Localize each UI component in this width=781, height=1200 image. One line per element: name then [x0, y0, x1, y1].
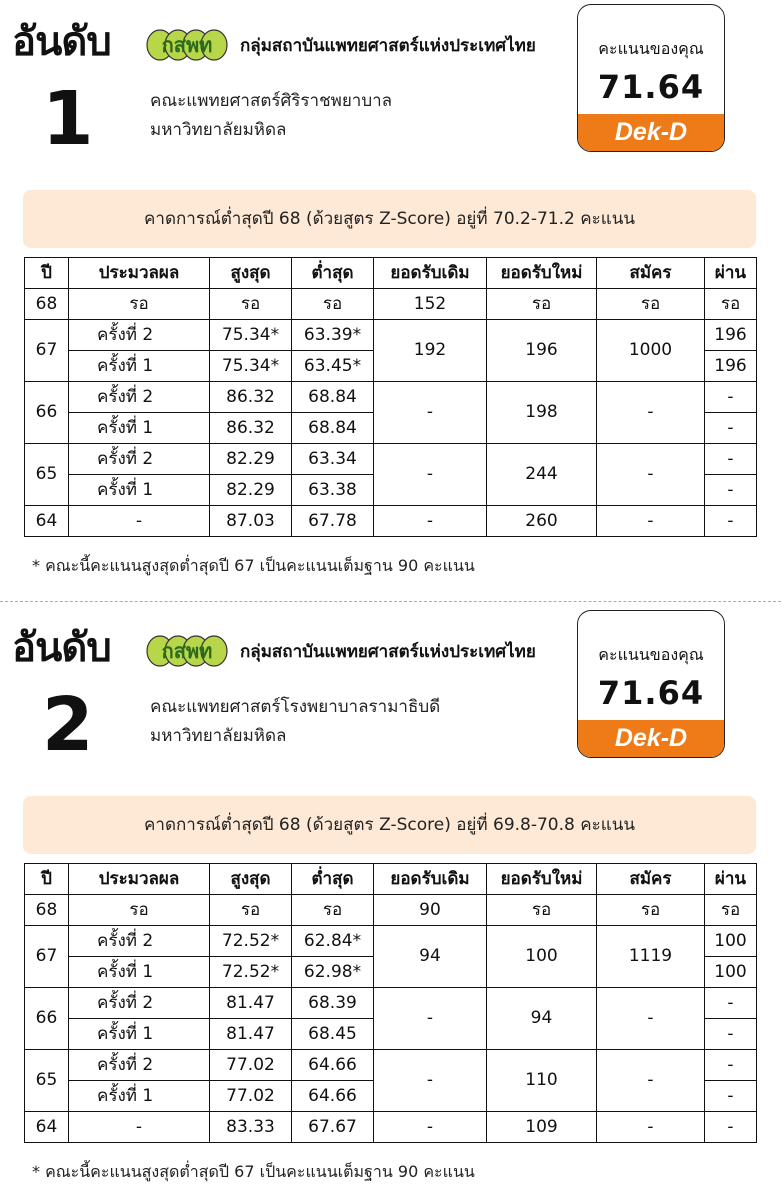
header-min: ต่ำสุด	[292, 258, 374, 289]
table-row	[25, 1050, 757, 1081]
cell-applicants: -	[597, 988, 705, 1050]
cell-old-quota: -	[374, 1050, 487, 1112]
header-applicants: สมัคร	[597, 258, 705, 289]
cell-min: 68.84	[292, 413, 374, 444]
footnote: * คณะนี้คะแนนสูงสุดต่ำสุดปี 67 เป็นคะแนนเต็มฐาน 90 คะแนน	[32, 1162, 475, 1181]
cell-max: 82.29	[210, 475, 292, 506]
cell-round: รอ	[69, 895, 210, 926]
cell-applicants: 1000	[597, 320, 705, 382]
score-value: 71.64	[597, 68, 705, 106]
cell-applicants: -	[597, 506, 705, 537]
cell-max: รอ	[210, 289, 292, 320]
table-row	[25, 926, 757, 957]
cell-old-quota: 152	[374, 289, 487, 320]
cell-max: รอ	[210, 895, 292, 926]
cell-old-quota: -	[374, 444, 487, 506]
kasapat-logo	[146, 28, 228, 62]
cell-round: รอ	[69, 289, 210, 320]
rank-label: อันดับ	[12, 19, 111, 65]
cell-passed: -	[705, 475, 757, 506]
cell-old-quota: 90	[374, 895, 487, 926]
cell-year: 65	[25, 444, 69, 506]
score-label: คะแนนของคุณ	[598, 645, 704, 664]
cell-new-quota: 94	[487, 988, 597, 1050]
cell-year: 65	[25, 1050, 69, 1112]
cell-year: 67	[25, 926, 69, 988]
forecast-banner: คาดการณ์ต่ำสุดปี 68 (ด้วยสูตร Z-Score) อยู่ที่ 69.8-70.8 คะแนน	[23, 796, 756, 854]
cell-min: 64.66	[292, 1081, 374, 1112]
cell-min: รอ	[292, 895, 374, 926]
cell-round: ครั้งที่ 2	[69, 1050, 210, 1081]
cell-max: 86.32	[210, 413, 292, 444]
cell-old-quota: -	[374, 506, 487, 537]
cell-round: ครั้งที่ 1	[69, 1019, 210, 1050]
cell-new-quota: 100	[487, 926, 597, 988]
header-max: สูงสุด	[210, 864, 292, 895]
cell-new-quota: รอ	[487, 895, 597, 926]
cell-year: 66	[25, 988, 69, 1050]
cell-round: ครั้งที่ 1	[69, 957, 210, 988]
cell-applicants: -	[597, 1112, 705, 1143]
ranking-card-2	[0, 606, 781, 1200]
score-label: คะแนนของคุณ	[598, 39, 704, 58]
cell-new-quota: 196	[487, 320, 597, 382]
faculty-name-line1: คณะแพทยศาสตร์โรงพยาบาลรามาธิบดี	[150, 697, 441, 717]
table-row	[25, 444, 757, 475]
faculty-name-line1: คณะแพทยศาสตร์ศิริราชพยาบาล	[150, 91, 393, 111]
section-divider	[0, 601, 781, 602]
cell-min: รอ	[292, 289, 374, 320]
table-row	[25, 289, 757, 320]
dekd-logo: Dek-D	[578, 114, 724, 151]
cell-applicants: -	[597, 444, 705, 506]
header-passed: ผ่าน	[705, 864, 757, 895]
kasapat-logo	[146, 634, 228, 668]
cell-min: 63.38	[292, 475, 374, 506]
cell-round: ครั้งที่ 2	[69, 382, 210, 413]
cell-applicants: รอ	[597, 289, 705, 320]
table-header-row	[25, 864, 757, 895]
rank-number: 2	[42, 682, 94, 768]
table-row	[25, 506, 757, 537]
cell-max: 75.34*	[210, 351, 292, 382]
cell-passed: -	[705, 382, 757, 413]
rank-number: 1	[42, 76, 94, 162]
admission-stats-table	[24, 257, 757, 537]
cell-year: 67	[25, 320, 69, 382]
header-round: ประมวลผล	[69, 864, 210, 895]
cell-min: 67.78	[292, 506, 374, 537]
cell-max: 72.52*	[210, 926, 292, 957]
cell-round: ครั้งที่ 1	[69, 413, 210, 444]
cell-year: 66	[25, 382, 69, 444]
cell-passed: รอ	[705, 895, 757, 926]
header-max: สูงสุด	[210, 258, 292, 289]
cell-max: 82.29	[210, 444, 292, 475]
cell-new-quota: 260	[487, 506, 597, 537]
score-card	[577, 610, 725, 758]
cell-new-quota: รอ	[487, 289, 597, 320]
cell-applicants: -	[597, 1050, 705, 1112]
cell-round: ครั้งที่ 1	[69, 1081, 210, 1112]
score-value: 71.64	[597, 674, 705, 712]
cell-min: 68.39	[292, 988, 374, 1019]
cell-round: ครั้งที่ 2	[69, 320, 210, 351]
table-row	[25, 1112, 757, 1143]
footnote: * คณะนี้คะแนนสูงสุดต่ำสุดปี 67 เป็นคะแนนเต็มฐาน 90 คะแนน	[32, 556, 475, 575]
cell-new-quota: 110	[487, 1050, 597, 1112]
cell-max: 81.47	[210, 1019, 292, 1050]
header-old-quota: ยอดรับเดิม	[374, 864, 487, 895]
table-row	[25, 382, 757, 413]
header-new-quota: ยอดรับใหม่	[487, 258, 597, 289]
cell-round: ครั้งที่ 2	[69, 444, 210, 475]
cell-old-quota: 94	[374, 926, 487, 988]
cell-new-quota: 109	[487, 1112, 597, 1143]
table-row	[25, 320, 757, 351]
svg-text:กสพท: กสพท	[161, 33, 213, 57]
cell-passed: 196	[705, 351, 757, 382]
cell-applicants: รอ	[597, 895, 705, 926]
cell-passed: 100	[705, 926, 757, 957]
header-old-quota: ยอดรับเดิม	[374, 258, 487, 289]
cell-year: 68	[25, 289, 69, 320]
header-applicants: สมัคร	[597, 864, 705, 895]
table-row	[25, 895, 757, 926]
cell-year: 68	[25, 895, 69, 926]
header-passed: ผ่าน	[705, 258, 757, 289]
header-min: ต่ำสุด	[292, 864, 374, 895]
cell-passed: -	[705, 988, 757, 1019]
faculty-name-line2: มหาวิทยาลัยมหิดล	[150, 726, 287, 746]
cell-min: 63.34	[292, 444, 374, 475]
cell-applicants: 1119	[597, 926, 705, 988]
cell-max: 75.34*	[210, 320, 292, 351]
cell-max: 87.03	[210, 506, 292, 537]
group-name: กลุ่มสถาบันแพทยศาสตร์แห่งประเทศไทย	[240, 642, 536, 662]
cell-new-quota: 198	[487, 382, 597, 444]
cell-max: 77.02	[210, 1050, 292, 1081]
cell-min: 62.98*	[292, 957, 374, 988]
header-round: ประมวลผล	[69, 258, 210, 289]
cell-min: 67.67	[292, 1112, 374, 1143]
cell-round: ครั้งที่ 2	[69, 926, 210, 957]
header-year: ปี	[25, 258, 69, 289]
cell-year: 64	[25, 1112, 69, 1143]
cell-min: 63.45*	[292, 351, 374, 382]
cell-passed: -	[705, 413, 757, 444]
svg-text:กสพท: กสพท	[161, 639, 213, 663]
cell-min: 62.84*	[292, 926, 374, 957]
cell-max: 72.52*	[210, 957, 292, 988]
cell-old-quota: -	[374, 988, 487, 1050]
header-year: ปี	[25, 864, 69, 895]
cell-round: ครั้งที่ 1	[69, 475, 210, 506]
cell-passed: -	[705, 1081, 757, 1112]
cell-old-quota: 192	[374, 320, 487, 382]
forecast-banner: คาดการณ์ต่ำสุดปี 68 (ด้วยสูตร Z-Score) อยู่ที่ 70.2-71.2 คะแนน	[23, 190, 756, 248]
cell-passed: -	[705, 1050, 757, 1081]
cell-round: -	[69, 1112, 210, 1143]
table-row	[25, 988, 757, 1019]
cell-round: -	[69, 506, 210, 537]
cell-passed: -	[705, 506, 757, 537]
cell-round: ครั้งที่ 1	[69, 351, 210, 382]
score-card	[577, 4, 725, 152]
cell-old-quota: -	[374, 382, 487, 444]
cell-max: 83.33	[210, 1112, 292, 1143]
cell-passed: -	[705, 444, 757, 475]
cell-min: 63.39*	[292, 320, 374, 351]
admission-stats-table	[24, 863, 757, 1143]
cell-new-quota: 244	[487, 444, 597, 506]
cell-max: 86.32	[210, 382, 292, 413]
group-name: กลุ่มสถาบันแพทยศาสตร์แห่งประเทศไทย	[240, 36, 536, 56]
cell-passed: -	[705, 1019, 757, 1050]
cell-max: 81.47	[210, 988, 292, 1019]
cell-passed: 196	[705, 320, 757, 351]
cell-passed: -	[705, 1112, 757, 1143]
header-new-quota: ยอดรับใหม่	[487, 864, 597, 895]
cell-year: 64	[25, 506, 69, 537]
cell-passed: รอ	[705, 289, 757, 320]
cell-min: 68.45	[292, 1019, 374, 1050]
rank-label: อันดับ	[12, 625, 111, 671]
cell-max: 77.02	[210, 1081, 292, 1112]
cell-round: ครั้งที่ 2	[69, 988, 210, 1019]
cell-passed: 100	[705, 957, 757, 988]
table-header-row	[25, 258, 757, 289]
cell-min: 64.66	[292, 1050, 374, 1081]
cell-min: 68.84	[292, 382, 374, 413]
dekd-logo: Dek-D	[578, 720, 724, 757]
cell-old-quota: -	[374, 1112, 487, 1143]
faculty-name-line2: มหาวิทยาลัยมหิดล	[150, 120, 287, 140]
cell-applicants: -	[597, 382, 705, 444]
